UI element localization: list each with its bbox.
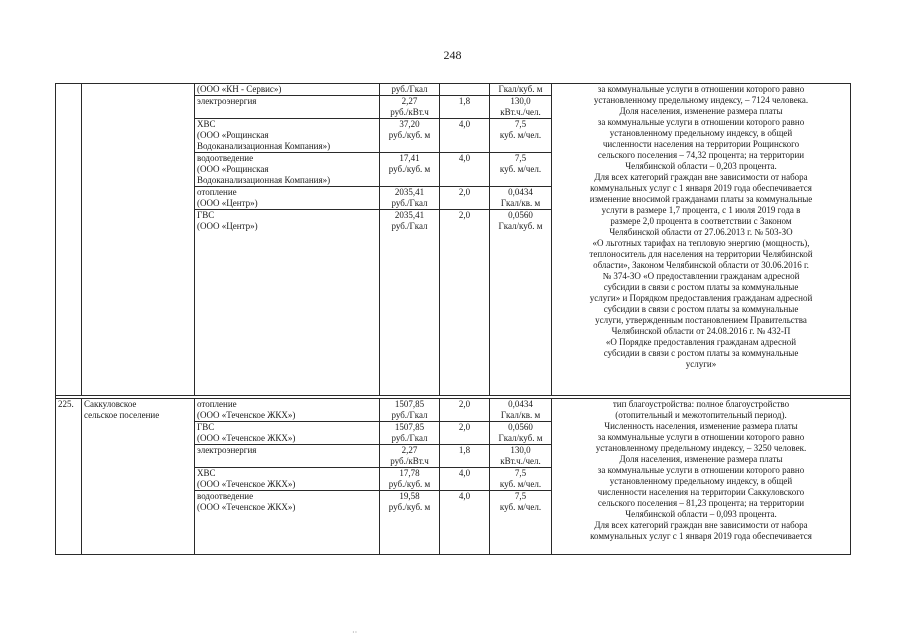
price-cell: 1507,85 руб./Гкал xyxy=(380,422,440,445)
utility-cell: ХВС (ООО «Теченское ЖКХ») xyxy=(195,468,380,491)
utility-cell: водоотведение (ООО «Теченское ЖКХ») xyxy=(195,491,380,555)
utility-cell: ХВС (ООО «Рощинская Водоканализационная Компания») xyxy=(195,119,380,153)
table-row xyxy=(56,84,851,96)
percent-cell: 4,0 xyxy=(440,153,490,187)
norm-cell: 0,0560 Гкал/куб. м xyxy=(490,422,552,445)
price-cell: 37,20 руб./куб. м xyxy=(380,119,440,153)
price-cell: 2,27 руб./кВт.ч xyxy=(380,445,440,468)
price-cell: руб./Гкал xyxy=(380,84,440,96)
percent-cell: 1,8 xyxy=(440,445,490,468)
utility-cell: ГВС (ООО «Центр») xyxy=(195,210,380,396)
row-number-cell: 225. xyxy=(56,399,82,555)
price-cell: 19,58 руб./куб. м xyxy=(380,491,440,555)
utility-cell: (ООО «КН - Сервис») xyxy=(195,84,380,96)
price-cell: 1507,85 руб./Гкал xyxy=(380,399,440,422)
percent-cell: 1,8 xyxy=(440,96,490,119)
norm-cell: 7,5 куб. м/чел. xyxy=(490,119,552,153)
utility-cell: ГВС (ООО «Теченское ЖКХ») xyxy=(195,422,380,445)
norm-cell: 0,0434 Гкал/кв. м xyxy=(490,187,552,210)
price-cell: 17,41 руб./куб. м xyxy=(380,153,440,187)
norm-cell: 7,5 куб. м/чел. xyxy=(490,491,552,555)
norm-cell: 0,0560 Гкал/куб. м xyxy=(490,210,552,396)
percent-cell: 2,0 xyxy=(440,187,490,210)
footer-mark: ·· xyxy=(352,628,358,637)
description-cell: за коммунальные услуги в отношении которого равно установленному предельному индексу, – 7124 человека. Доля населения, изменение размера платы за коммунальные услуги в отношении которого равно установленному предельному индексу, в общей численности населения на территории Рощинского сельского поселения – 74,32 процента; на территории Челябинской области – 0,203 процента. Для всех категорий граждан вне зависимости от набора коммунальных услуг с 1 января 2019 года обеспечивается изменение вносимой гражданами платы за коммунальные услуги в размере 1,7 процента, с 1 июля 2019 года в размере 2,0 процента в соответствии с Законом Челябинской области от 27.06.2013 г. № 503-ЗО «О льготных тарифах на тепловую энергию (мощность), теплоноситель для населения на территории Челябинской области», Законом Челябинской области от 30.06.2016 г. № 374-ЗО «О предоставлении гражданам адресной субсидии в связи с ростом платы за коммунальные услуги» и Порядком предоставления гражданам адресной субсидии в связи с ростом платы за коммунальные услуги, утвержденным постановлением Правительства Челябинской области от 24.08.2016 г. № 432-П «О Порядке предоставления гражданам адресной субсидии в связи с ростом платы за коммунальные услуги» xyxy=(552,84,851,396)
percent-cell: 4,0 xyxy=(440,119,490,153)
page-number: 248 xyxy=(443,48,462,62)
norm-cell: 0,0434 Гкал/кв. м xyxy=(490,399,552,422)
utility-cell: электроэнергия xyxy=(195,96,380,119)
utility-cell: электроэнергия xyxy=(195,445,380,468)
norm-cell: 130,0 кВт.ч./чел. xyxy=(490,445,552,468)
percent-cell: 4,0 xyxy=(440,468,490,491)
utility-cell: водоотведение (ООО «Рощинская Водоканализационная Компания») xyxy=(195,153,380,187)
utility-cell: отопление (ООО «Центр») xyxy=(195,187,380,210)
percent-cell: 2,0 xyxy=(440,422,490,445)
tariff-table xyxy=(55,83,851,555)
table-row xyxy=(56,399,851,422)
norm-cell: 130,0 кВт.ч./чел. xyxy=(490,96,552,119)
row-number-cell xyxy=(56,84,82,396)
percent-cell: 2,0 xyxy=(440,399,490,422)
price-cell: 2035,41 руб./Гкал xyxy=(380,210,440,396)
percent-cell: 2,0 xyxy=(440,210,490,396)
description-cell: тип благоустройства: полное благоустройство (отопительный и межотопительный период). Численность населения, изменение размера платы за коммунальные услуги в отношении которого равно установленному предельному индексу, – 3250 человек. Доля населения, изменение размера платы за коммунальные услуги в отношении которого равно установленному предельному индексу, в общей численности населения на территории Саккуловского сельского поселения – 81,23 процента; на территории Челябинской области – 0,093 процента. Для всех категорий граждан вне зависимости от набора коммунальных услуг с 1 января 2019 года обеспечивается xyxy=(552,399,851,555)
norm-cell: 7,5 куб. м/чел. xyxy=(490,468,552,491)
percent-cell: 4,0 xyxy=(440,491,490,555)
municipality-cell xyxy=(82,84,195,396)
price-cell: 17,78 руб./куб. м xyxy=(380,468,440,491)
percent-cell xyxy=(440,84,490,96)
price-cell: 2035,41 руб./Гкал xyxy=(380,187,440,210)
municipality-cell: Саккуловское сельское поселение xyxy=(82,399,195,555)
norm-cell: 7,5 куб. м/чел. xyxy=(490,153,552,187)
utility-cell: отопление (ООО «Теченское ЖКХ») xyxy=(195,399,380,422)
price-cell: 2,27 руб./кВт.ч xyxy=(380,96,440,119)
norm-cell: Гкал/куб. м xyxy=(490,84,552,96)
